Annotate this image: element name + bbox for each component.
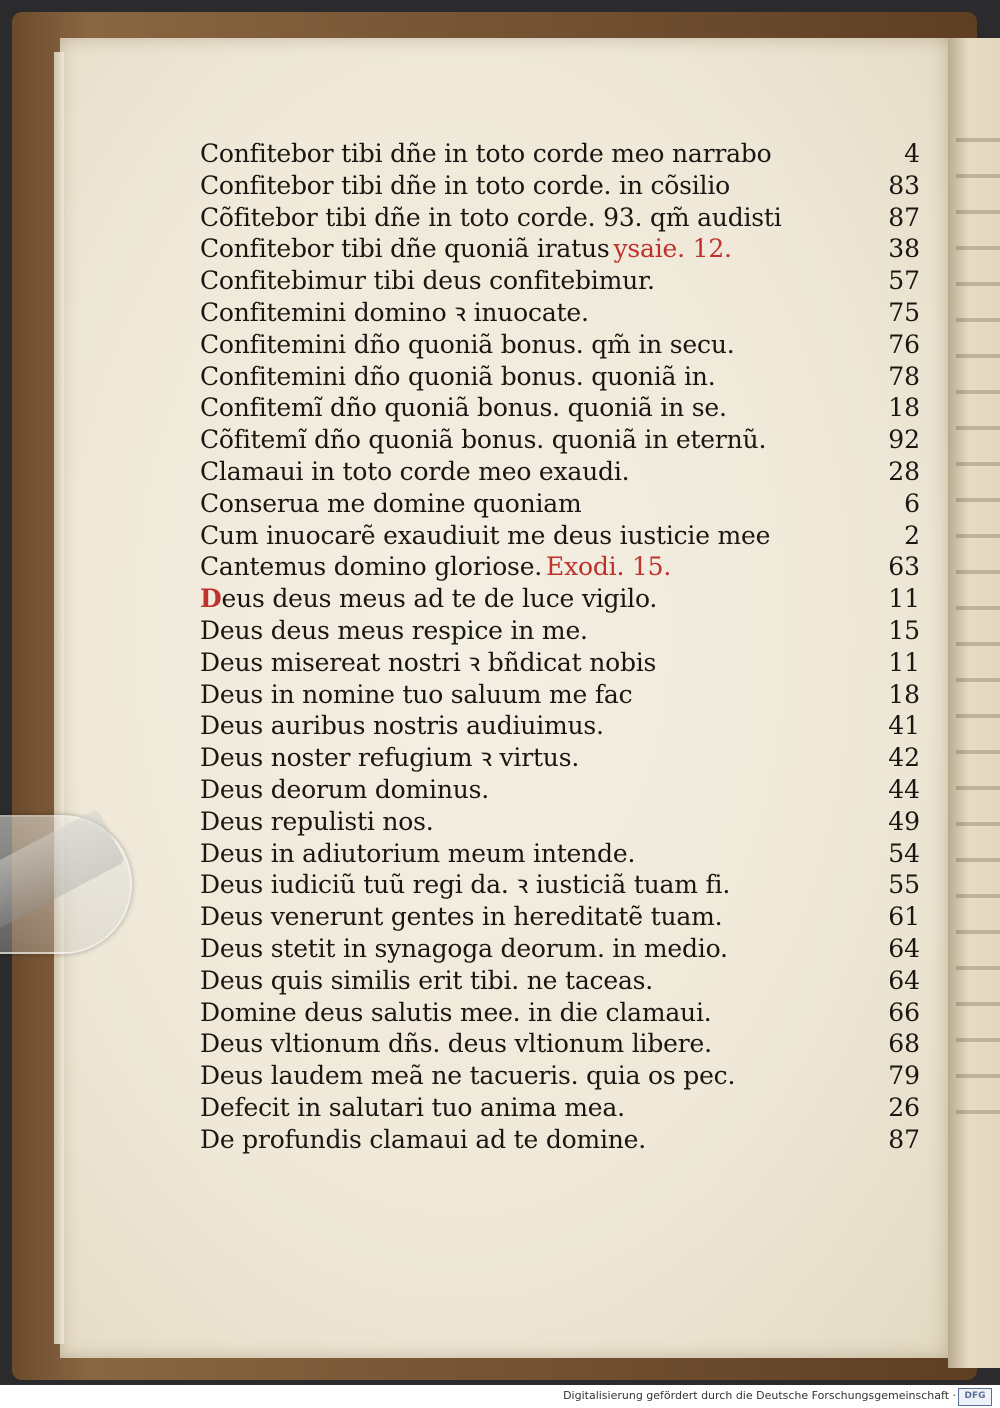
index-entry bbox=[200, 520, 920, 552]
index-entry-title: Clamaui in toto corde meo exaudi. bbox=[200, 456, 630, 486]
index-entry-text bbox=[200, 392, 727, 424]
facing-page-text-ghost bbox=[956, 1002, 1000, 1006]
index-entry-text bbox=[200, 1028, 712, 1060]
folio-number: 44 bbox=[888, 774, 920, 804]
dfg-logo-icon: DFG bbox=[958, 1388, 992, 1406]
book-page bbox=[60, 38, 948, 1358]
index-entry-title: Confitebimur tibi deus confitebimur. bbox=[200, 266, 655, 296]
index-entry-text bbox=[200, 774, 489, 806]
index-entry bbox=[200, 806, 920, 838]
index-entry-text bbox=[200, 551, 671, 583]
index-entry bbox=[200, 615, 920, 647]
index-entry bbox=[200, 1124, 920, 1156]
index-entry-text bbox=[200, 869, 730, 901]
index-entry-title: Deus noster refugium ꝛ virtus. bbox=[200, 743, 580, 773]
facing-page-text-ghost bbox=[956, 894, 1000, 898]
facing-page-text-ghost bbox=[956, 786, 1000, 790]
index-entry-text bbox=[200, 138, 771, 170]
facing-page-text-ghost bbox=[956, 678, 1000, 682]
index-entry-text bbox=[200, 297, 589, 329]
index-entry-text bbox=[200, 520, 770, 552]
facing-page-text-ghost bbox=[956, 930, 1000, 934]
index-entry-text bbox=[200, 329, 734, 361]
folio-number: 64 bbox=[888, 965, 920, 995]
folio-number: 18 bbox=[888, 393, 920, 423]
index-entry-title: Confitemĩ dño quoniã bonus. quoniã in se. bbox=[200, 393, 727, 423]
index-entry-title: Deus vltionum dñs. deus vltionum libere. bbox=[200, 1029, 712, 1059]
index-entry-text bbox=[200, 1092, 625, 1124]
index-entry bbox=[200, 742, 920, 774]
index-entry bbox=[200, 297, 920, 329]
index-entry bbox=[200, 138, 920, 170]
folio-number: 49 bbox=[888, 806, 920, 836]
facing-page-text-ghost bbox=[956, 1110, 1000, 1114]
index-entry-title: De profundis clamaui ad te domine. bbox=[200, 1124, 647, 1154]
index-entry-text bbox=[200, 806, 434, 838]
facing-page-text-ghost bbox=[956, 534, 1000, 538]
index-entry-title: Cum inuocarẽ exaudiuit me deus iusticie mee bbox=[200, 520, 771, 550]
folio-number: 28 bbox=[888, 456, 920, 486]
index-entry-title: Deus repulisti nos. bbox=[200, 806, 434, 836]
index-entry-title: Defecit in salutari tuo anima mea. bbox=[200, 1092, 625, 1122]
index-entry bbox=[200, 901, 920, 933]
index-entry-text bbox=[200, 742, 579, 774]
facing-page-edge bbox=[948, 38, 1000, 1368]
index-entry-text bbox=[200, 233, 732, 265]
index-entry-text bbox=[200, 456, 629, 488]
folio-number: 61 bbox=[888, 902, 920, 932]
index-entry-title: Confitebor tibi dñe quoniã iratus bbox=[200, 234, 610, 264]
facing-page-text-ghost bbox=[956, 822, 1000, 826]
psalm-index-list bbox=[200, 138, 920, 1156]
folio-number: 26 bbox=[888, 1092, 920, 1122]
index-entry bbox=[200, 647, 920, 679]
index-entry-text bbox=[200, 202, 782, 234]
folio-number: 63 bbox=[888, 552, 920, 582]
folio-number: 87 bbox=[888, 202, 920, 232]
facing-page-text-ghost bbox=[956, 1074, 1000, 1078]
folio-number: 68 bbox=[888, 1029, 920, 1059]
facing-page-text-ghost bbox=[956, 606, 1000, 610]
folio-number: 75 bbox=[888, 297, 920, 327]
index-entry-title: Domine deus salutis mee. in die clamaui. bbox=[200, 997, 712, 1027]
facing-page-text-ghost bbox=[956, 318, 1000, 322]
index-entry-title: Deus in adiutorium meum intende. bbox=[200, 838, 636, 868]
index-entry-title: Cantemus domino gloriose. bbox=[200, 552, 543, 582]
folio-number: 2 bbox=[904, 520, 920, 550]
index-entry-text bbox=[200, 424, 766, 456]
folio-number: 18 bbox=[888, 679, 920, 709]
folio-number: 11 bbox=[888, 647, 920, 677]
index-entry-text bbox=[200, 170, 730, 202]
index-entry-title: Deus stetit in synagoga deorum. in medio. bbox=[200, 933, 728, 963]
index-entry bbox=[200, 1028, 920, 1060]
facing-page-text-ghost bbox=[956, 714, 1000, 718]
folio-number: 64 bbox=[888, 933, 920, 963]
index-entry-title: Deus venerunt gentes in hereditatẽ tuam. bbox=[200, 902, 723, 932]
folio-number: 38 bbox=[888, 234, 920, 264]
index-entry-title: Cõfitebor tibi dñe in toto corde. 93. qm̃ audisti bbox=[200, 202, 782, 232]
index-entry bbox=[200, 551, 920, 583]
facing-page-text-ghost bbox=[956, 354, 1000, 358]
index-entry-title: Deus misereat nostri ꝛ bñdicat nobis bbox=[200, 647, 657, 677]
facing-page-text-ghost bbox=[956, 966, 1000, 970]
facing-page-text-ghost bbox=[956, 246, 1000, 250]
index-entry bbox=[200, 933, 920, 965]
footer-bar bbox=[0, 1385, 1000, 1408]
folio-number: 83 bbox=[888, 170, 920, 200]
index-entry-text bbox=[200, 583, 657, 615]
facing-page-text-ghost bbox=[956, 642, 1000, 646]
index-entry bbox=[200, 329, 920, 361]
index-entry bbox=[200, 869, 920, 901]
facing-page-text-ghost bbox=[956, 138, 1000, 142]
index-entry-text bbox=[200, 965, 653, 997]
index-entry-text bbox=[200, 361, 715, 393]
facing-page-text-ghost bbox=[956, 390, 1000, 394]
index-entry-text bbox=[200, 901, 722, 933]
rubricated-initial: D bbox=[200, 584, 222, 614]
index-entry-title: Confitebor tibi dñe in toto corde. in cõsilio bbox=[200, 170, 731, 200]
index-entry-text bbox=[200, 265, 655, 297]
index-entry bbox=[200, 170, 920, 202]
index-entry bbox=[200, 265, 920, 297]
facing-page-text-ghost bbox=[956, 1038, 1000, 1042]
index-entry-title: Deus in nomine tuo saluum me fac bbox=[200, 679, 633, 709]
index-entry bbox=[200, 838, 920, 870]
index-entry-title: Conserua me domine quoniam bbox=[200, 488, 582, 518]
index-entry-title: Confitemini domino ꝛ inuocate. bbox=[200, 297, 589, 327]
index-entry-title: Deus quis similis erit tibi. ne taceas. bbox=[200, 965, 654, 995]
facing-page-text-ghost bbox=[956, 282, 1000, 286]
index-entry-text bbox=[200, 710, 604, 742]
facing-page-text-ghost bbox=[956, 858, 1000, 862]
funding-credit: Digitalisierung gefördert durch die Deutsche Forschungsgemeinschaft · bbox=[563, 1389, 956, 1402]
index-entry-text bbox=[200, 1124, 646, 1156]
index-entry-title: Deus auribus nostris audiuimus. bbox=[200, 711, 604, 741]
index-entry-title: Deus deus meus respice in me. bbox=[200, 615, 588, 645]
folio-number: 4 bbox=[904, 139, 920, 168]
index-entry bbox=[200, 456, 920, 488]
folio-number: 42 bbox=[888, 743, 920, 773]
index-entry bbox=[200, 392, 920, 424]
index-entry-text bbox=[200, 1060, 735, 1092]
index-entry-title: Confitemini dño quoniã bonus. qm̃ in secu. bbox=[200, 329, 735, 359]
index-entry-title: Confitemini dño quoniã bonus. quoniã in. bbox=[200, 361, 716, 391]
index-entry-text bbox=[200, 615, 588, 647]
facing-page-text-ghost bbox=[956, 570, 1000, 574]
index-entry bbox=[200, 997, 920, 1029]
folio-number: 76 bbox=[888, 329, 920, 359]
index-entry-text bbox=[200, 997, 712, 1029]
index-entry bbox=[200, 679, 920, 711]
index-entry bbox=[200, 424, 920, 456]
index-entry bbox=[200, 710, 920, 742]
index-entry-title: Deus laudem meã ne tacueris. quia os pec. bbox=[200, 1061, 736, 1091]
folio-number: 41 bbox=[888, 711, 920, 741]
facing-page-text-ghost bbox=[956, 462, 1000, 466]
facing-page-text-ghost bbox=[956, 498, 1000, 502]
index-entry bbox=[200, 233, 920, 265]
index-entry-text bbox=[200, 679, 632, 711]
index-entry-text bbox=[200, 838, 635, 870]
index-entry-title: Confitebor tibi dñe in toto corde meo narrabo bbox=[200, 139, 772, 168]
folio-number: 55 bbox=[888, 870, 920, 900]
facing-page-text-ghost bbox=[956, 750, 1000, 754]
index-entry-title: Cõfitemĩ dño quoniã bonus. quoniã in eternũ. bbox=[200, 425, 767, 455]
folio-number: 66 bbox=[888, 997, 920, 1027]
folio-number: 87 bbox=[888, 1124, 920, 1154]
index-entry bbox=[200, 1092, 920, 1124]
folio-number: 79 bbox=[888, 1061, 920, 1091]
folio-number: 54 bbox=[888, 838, 920, 868]
index-entry-text bbox=[200, 933, 728, 965]
rubric-reference: Exodi. 15. bbox=[546, 552, 672, 582]
index-entry bbox=[200, 583, 920, 615]
rubric-reference: ysaie. 12. bbox=[613, 234, 732, 264]
folio-number: 92 bbox=[888, 425, 920, 455]
facing-page-text-ghost bbox=[956, 174, 1000, 178]
folio-number: 78 bbox=[888, 361, 920, 391]
index-entry-rest: eus deus meus ad te de luce vigilo. bbox=[221, 584, 658, 614]
index-entry bbox=[200, 1060, 920, 1092]
index-entry-title: Deus deorum dominus. bbox=[200, 774, 490, 804]
index-entry bbox=[200, 488, 920, 520]
folio-number: 6 bbox=[904, 488, 920, 518]
index-entry-text bbox=[200, 647, 656, 679]
index-entry bbox=[200, 774, 920, 806]
facing-page-text-ghost bbox=[956, 426, 1000, 430]
index-entry bbox=[200, 361, 920, 393]
index-entry bbox=[200, 202, 920, 234]
folio-number: 11 bbox=[888, 584, 920, 614]
index-entry-text bbox=[200, 488, 582, 520]
folio-number: 57 bbox=[888, 266, 920, 296]
index-entry-title: Deus iudiciũ tuũ regi da. ꝛ iusticiã tuam fi. bbox=[200, 870, 731, 900]
folio-number: 15 bbox=[888, 615, 920, 645]
facing-page-text-ghost bbox=[956, 210, 1000, 214]
index-entry bbox=[200, 965, 920, 997]
